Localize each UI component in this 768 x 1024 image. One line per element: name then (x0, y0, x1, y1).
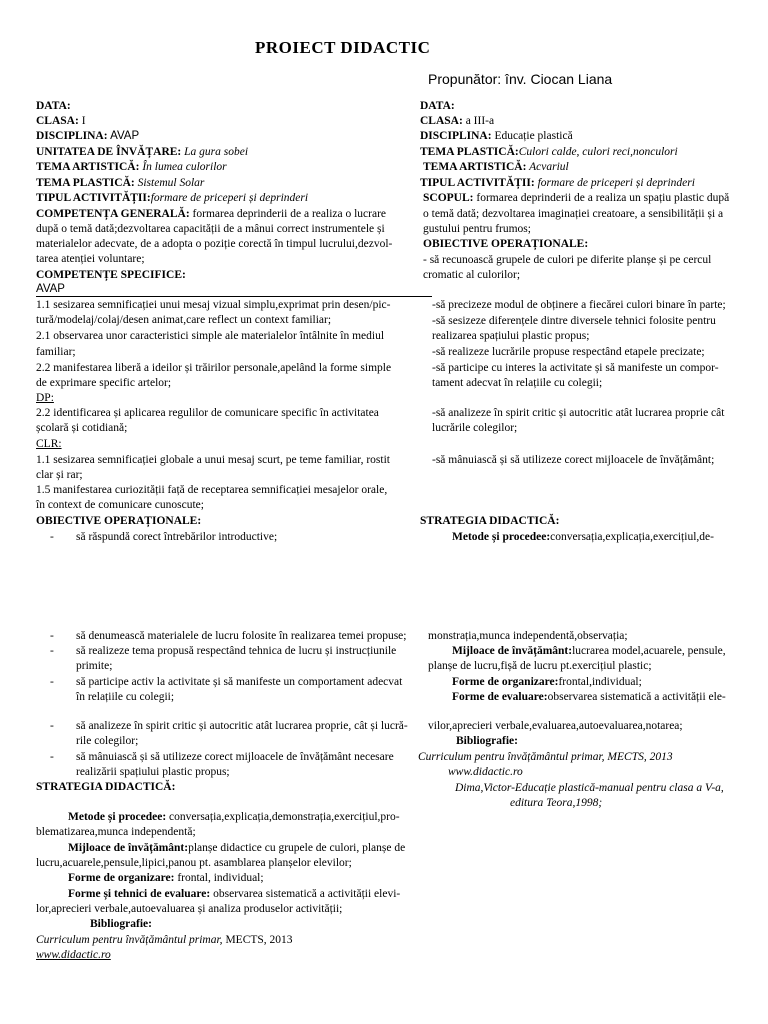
right-mijloace-line: lucrarea model,acuarele, pensule, (572, 645, 726, 657)
left-metode-line: conversația,explicația,demonstrația,exercițiul,pro- (166, 811, 400, 823)
right-scop-line: o temă dată; dezvoltarea imaginației creatoare, a sensibilității și a (423, 208, 724, 220)
right-mijloace-label: Mijloace de învățământ: (452, 645, 573, 657)
left-forme-ev-line: observarea sistematică a activității elevi- (210, 888, 401, 900)
right-tema-art-value: Acvariul (526, 161, 569, 173)
right-ob-line: -să participe cu interes la activitate și să manifeste un compor- (432, 362, 719, 374)
left-ob-op-text: să răspundă corect întrebărilor introductive; (76, 531, 278, 543)
right-scop-label: SCOPUL: (423, 192, 474, 204)
right-ob-line: cromatic al culorilor; (423, 269, 521, 281)
right-ob-line: -să mânuiască și să utilizeze corect mijloacele de învățământ; (432, 454, 715, 466)
left-forme-org (68, 872, 264, 885)
right-biblio-line: editura Teora,1998; (510, 797, 603, 809)
left-tema-plastica (36, 177, 204, 190)
left-unit-value: La gura sobei (181, 146, 249, 158)
right-tip-label: TIPUL ACTIVITĂȚII: (420, 177, 535, 189)
left-mijloace-label: Mijloace de învățământ: (68, 842, 189, 854)
left-comp-gen-line: materialelor adecvate, de a adopta o poziție corectă în timpul lucrului,dezvol- (36, 238, 393, 250)
left-ob-op-item: - să analizeze în spirit critic și autocritic atât lucrarea proprie, cât și lucră- (50, 720, 408, 732)
left-tema-artistica (36, 161, 227, 174)
left-forme-org-label: Forme de organizare: (68, 872, 175, 884)
left-biblio-1-italic: Curriculum pentru învățământul primar, (36, 934, 223, 946)
right-scop (423, 192, 729, 205)
right-ob-line: -să analizeze în spirit critic și autocritic atât lucrarea proprie cât (432, 407, 725, 419)
left-ob-op-text: să analizeze în spirit critic și autocritic atât lucrarea proprie, cât și lucră- (76, 720, 408, 732)
left-ob-op-text: rile colegilor; (76, 735, 139, 747)
right-forme-org-value: frontal,individual; (558, 676, 642, 688)
right-tip-value: formare de priceperi și deprinderi (534, 177, 695, 189)
left-biblio-item (36, 934, 293, 947)
left-tema-pl-label: TEMA PLASTICĂ: (36, 177, 135, 189)
left-forme-ev (68, 888, 400, 901)
left-data-label: DATA: (36, 100, 71, 112)
left-clr-line: clar și rar; (36, 469, 83, 481)
right-tema-artistica (423, 161, 569, 174)
right-ob-op-label: OBIECTIVE OPERAȚIONALE: (423, 238, 589, 250)
left-comp-gen-line: formarea deprinderii de a realiza o lucrare (189, 208, 387, 220)
right-ob-line: tament adecvat în relațiile cu colegii; (432, 377, 603, 389)
left-clasa (36, 115, 86, 128)
left-disc-label: DISCIPLINA: (36, 130, 108, 142)
right-ob-line: - să recunoască grupele de culori pe diferite planșe și pe cercul (423, 254, 712, 266)
right-metode-value: conversația,explicația,exercițiul,de- (550, 531, 714, 543)
right-tema-pl-value: Culori calde, culori reci,nonculori (518, 146, 678, 158)
left-tip-label: TIPUL ACTIVITĂȚII: (36, 192, 151, 204)
left-unitate (36, 146, 248, 159)
left-ob-op-item: - să denumească materialele de lucru folosite în realizarea temei propuse; (50, 630, 407, 642)
left-biblio-link[interactable]: www.didactic.ro (36, 949, 111, 961)
left-avap-line: familiar; (36, 346, 76, 358)
left-avap-line: 2.2 manifestarea liberă a ideilor și trăirilor personale,apelând la forme simple (36, 362, 392, 374)
right-forme-ev (452, 691, 726, 704)
left-disciplina (36, 130, 139, 143)
left-tip-value: formare de priceperi și deprinderi (150, 192, 309, 204)
left-metode-label: Metode și procedee: (68, 811, 167, 823)
right-biblio-line: Curriculum pentru învățământul primar, MECTS, 2013 (418, 751, 673, 763)
right-forme-org (452, 676, 642, 689)
right-forme-ev-label: Forme de evaluare: (452, 691, 548, 703)
left-comp-gen (36, 208, 386, 221)
left-ob-op-label: OBIECTIVE OPERAȚIONALE: (36, 515, 202, 527)
right-forme-ev-line: observarea sistematică a activității ele- (547, 691, 726, 703)
left-avap-label: AVAP (36, 283, 65, 295)
left-mijloace (68, 842, 405, 855)
right-metode (452, 531, 714, 544)
left-forme-ev-label: Forme și tehnici de evaluare: (68, 888, 211, 900)
right-ob-line: realizarea spațiului plastic propus; (432, 330, 590, 342)
left-forme-ev-line: lor,aprecieri verbale,autoevaluarea și analiza produselor activității; (36, 903, 343, 915)
right-ob-line: -să realizeze lucrările propuse respectând etapele precizate; (432, 346, 705, 358)
left-comp-gen-label: COMPETENȚA GENERALĂ: (36, 208, 190, 220)
right-metode-label: Metode și procedee: (452, 531, 551, 543)
left-ob-op-item: - să răspundă corect întrebărilor introductive; (50, 531, 278, 543)
left-biblio-1-rest: MECTS, 2013 (222, 934, 293, 946)
left-dp-line: 2.2 identificarea și aplicarea regulilor de comunicare specific în activitatea (36, 407, 379, 419)
left-comp-gen-line: după o temă dată;dezvoltarea capacității de a mânui correct instrumentele și (36, 223, 385, 235)
left-ob-op-item: - să realizeze tema propusă respectând tehnica de lucru și instrucțiunile (50, 645, 397, 657)
left-metode (68, 811, 400, 824)
left-dp-label: DP: (36, 392, 54, 404)
right-mijloace (452, 645, 726, 658)
left-disc-value: AVAP (107, 130, 140, 142)
right-biblio-line: Dima,Victor-Educație plastică-manual pentru clasa a V-a, (455, 782, 724, 794)
right-forme-org-label: Forme de organizare: (452, 676, 559, 688)
left-ob-op-text: să denumească materialele de lucru folosite în realizarea temei propuse; (76, 630, 407, 642)
right-ob-line: -să precizeze modul de obținere a fiecărei culori binare în parte; (432, 299, 726, 311)
right-clasa-value: a III-a (462, 115, 495, 127)
right-metode-cont: monstrația,munca independentă,observația; (428, 630, 628, 642)
left-ob-op-text: în relațiile cu colegii; (76, 691, 175, 703)
left-ob-op-text: să realizeze tema propusă respectând tehnica de lucru și instrucțiunile (76, 645, 397, 657)
left-tema-pl-value: Sistemul Solar (134, 177, 205, 189)
left-comp-spec-label: COMPETENȚE SPECIFICE: (36, 269, 186, 281)
left-ob-op-item: - să participe activ la activitate și să manifeste un comportament adecvat (50, 676, 403, 688)
left-unit-label: UNITATEA DE ÎNVĂȚARE: (36, 146, 182, 158)
left-clasa-label: CLASA: (36, 115, 79, 127)
right-mijloace-line: planșe de lucru,fișă de lucru pt.exercițiul plastic; (428, 660, 652, 672)
right-disc-label: DISCIPLINA: (420, 130, 492, 142)
left-clr-label: CLR: (36, 438, 62, 450)
right-disciplina (420, 130, 573, 143)
right-scop-line: formarea deprinderii de a realiza un spațiu plastic după (473, 192, 730, 204)
left-tip-activitate (36, 192, 308, 205)
right-biblio-link[interactable]: www.didactic.ro (448, 766, 523, 778)
left-mijloace-line: lucru,acuarele,pensule,lipici,panou pt. asamblarea planșelor elevilor; (36, 857, 352, 869)
left-clr-line: 1.5 manifestarea curiozității față de receptarea semnificației mesajelor orale, (36, 484, 388, 496)
right-forme-ev-line: vilor,aprecieri verbale,evaluarea,autoevaluarea,notarea; (428, 720, 683, 732)
right-biblio-label: Bibliografie: (456, 735, 518, 747)
right-tema-art-label: TEMA ARTISTICĂ: (423, 161, 527, 173)
left-clr-line: 1.1 sesizarea semnificației globale a unui mesaj scurt, pe teme familiar, rostit (36, 454, 390, 466)
page-title: PROIECT DIDACTIC (255, 38, 431, 57)
left-ob-op-item: - să mânuiască și să utilizeze corect mijloacele de învățământ necesare (50, 751, 394, 763)
left-avap-line: 2.1 observarea unor caracteristici simple ale materialelor întâlnite în mediul (36, 330, 385, 342)
right-strategie-label: STRATEGIA DIDACTICĂ: (420, 515, 560, 527)
left-clasa-value: I (78, 115, 86, 127)
divider-line (36, 296, 432, 297)
right-tema-plastica (420, 146, 678, 159)
right-clasa-label: CLASA: (420, 115, 463, 127)
left-avap-line: 1.1 sesizarea semnificației unui mesaj vizual simplu,exprimat prin desen/pic- (36, 299, 391, 311)
left-ob-op-text: primite; (76, 660, 113, 672)
left-tema-art-value: În lumea culorilor (139, 161, 227, 173)
left-ob-op-text: realizării spațiului plastic propus; (76, 766, 230, 778)
left-avap-line: de exprimare specific artelor; (36, 377, 172, 389)
left-ob-op-text: să mânuiască și să utilizeze corect mijloacele de învățământ necesare (76, 751, 394, 763)
right-clasa (420, 115, 494, 128)
left-strategie-label: STRATEGIA DIDACTICĂ: (36, 781, 176, 793)
left-ob-op-text: să participe activ la activitate și să manifeste un comportament adecvat (76, 676, 403, 688)
right-ob-line: lucrările colegilor; (432, 422, 518, 434)
right-scop-line: gustului pentru frumos; (423, 223, 531, 235)
right-data-label: DATA: (420, 100, 455, 112)
left-metode-line: blematizarea,munca independentă; (36, 826, 196, 838)
left-clr-line: în context de comunicare cunoscute; (36, 499, 204, 511)
left-avap-line: tură/modelaj/colaj/desen animat,care reflect un context familiar; (36, 314, 332, 326)
left-forme-org-value: frontal, individual; (174, 872, 264, 884)
right-tip-activitate (420, 177, 695, 190)
left-tema-art-label: TEMA ARTISTICĂ: (36, 161, 140, 173)
proposer: Propunător: înv. Ciocan Liana (428, 71, 613, 87)
right-disc-value: Educație plastică (491, 130, 573, 142)
left-comp-gen-line: tarea atenției voluntare; (36, 253, 145, 265)
left-dp-line: școlară și cotidiană; (36, 422, 128, 434)
right-ob-line: -să sesizeze diferențele dintre diversele tehnici folosite pentru (432, 315, 716, 327)
right-tema-pl-label: TEMA PLASTICĂ: (420, 146, 519, 158)
left-biblio-label: Bibliografie: (90, 918, 152, 930)
left-mijloace-line: planșe didactice cu grupele de culori, planșe de (188, 842, 406, 854)
